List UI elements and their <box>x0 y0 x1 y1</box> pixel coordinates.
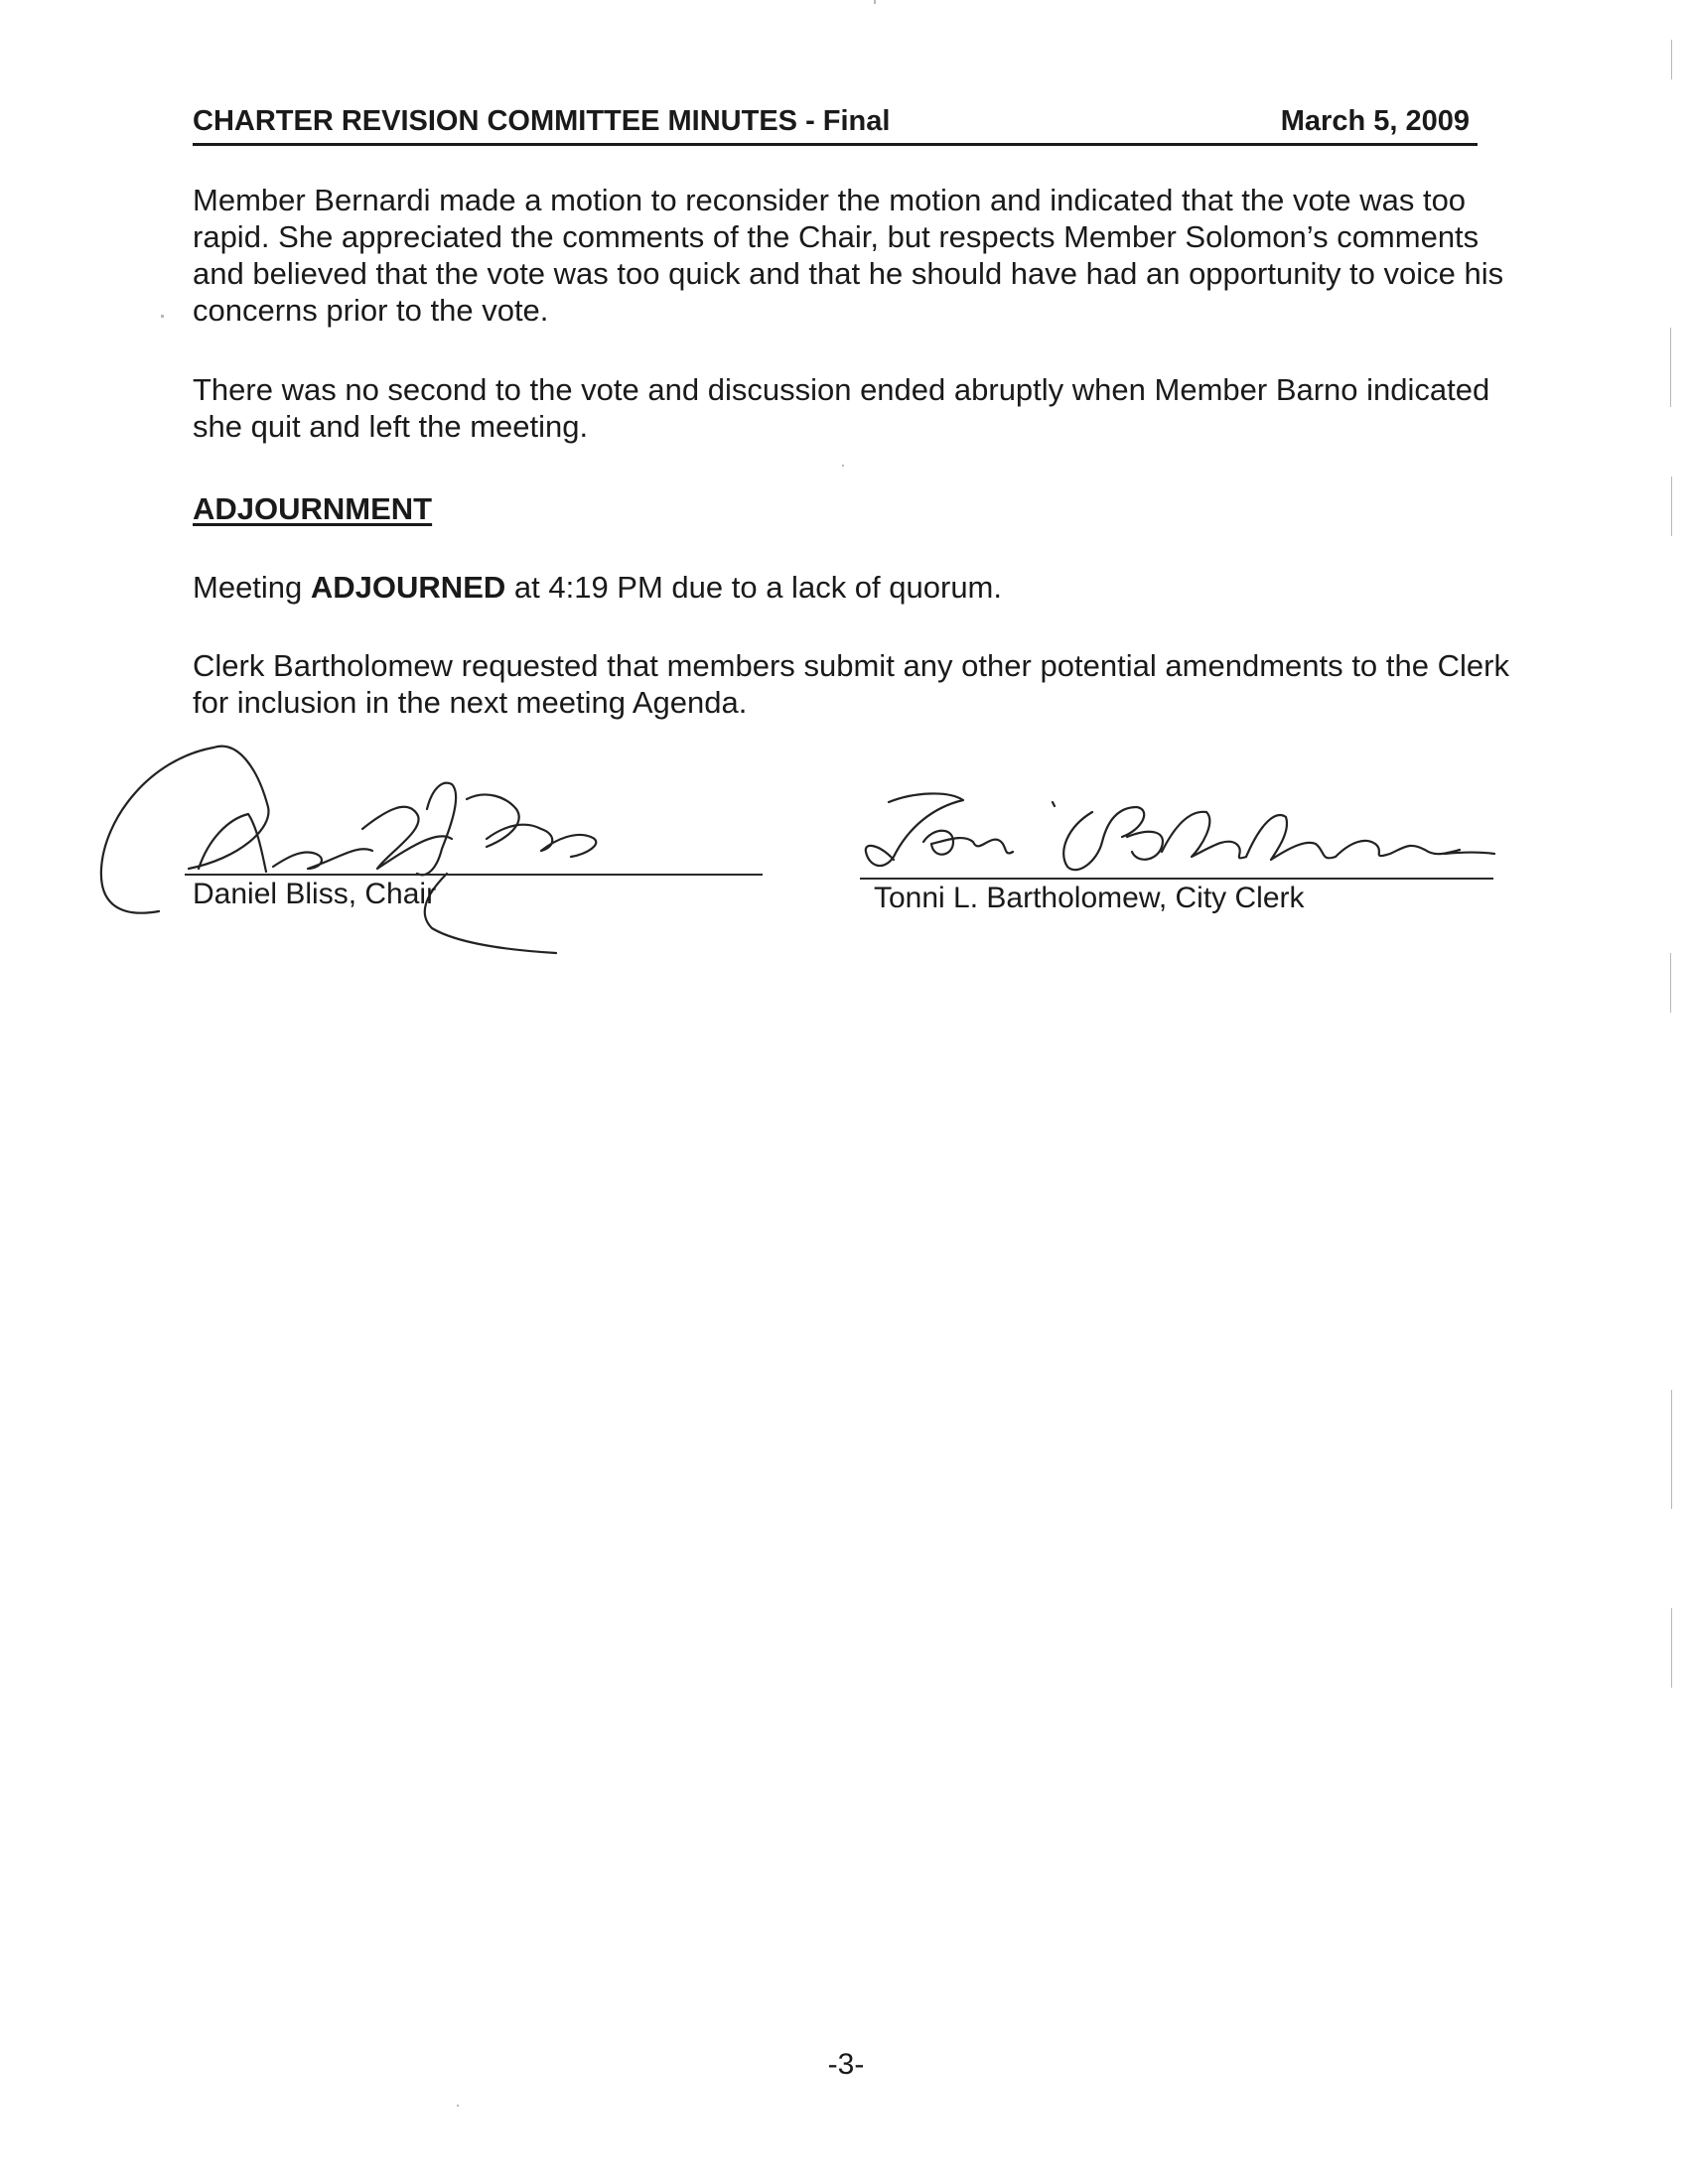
adjourned-keyword: ADJOURNED <box>310 570 506 605</box>
adjournment-heading: ADJOURNMENT <box>193 491 433 526</box>
clerk-signature-line <box>860 878 1493 880</box>
scan-speck <box>1671 1390 1672 1509</box>
page-header <box>193 103 1478 146</box>
chair-name: Daniel Bliss, Chair <box>193 878 437 910</box>
clerk-signature-scribble <box>854 782 1499 891</box>
meeting-date: March 5, 2009 <box>1280 105 1470 137</box>
paragraph-clerk-request: Clerk Bartholomew requested that members submit any other potential amendments to the Clerk for inclusion in the next meeting Agenda. <box>193 648 1509 720</box>
chair-signature-line <box>185 874 763 876</box>
paragraph-meeting-adjourned <box>193 569 1523 606</box>
adjourned-prefix: Meeting <box>193 570 311 605</box>
scan-speck <box>1671 1608 1672 1688</box>
adjourned-suffix: at 4:19 PM due to a lack of quorum. <box>505 570 1002 605</box>
document-title: CHARTER REVISION COMMITTEE MINUTES - Final <box>193 105 891 137</box>
scan-speck <box>161 315 164 318</box>
scan-speck <box>874 0 876 4</box>
scan-speck <box>457 2105 459 2107</box>
chair-signature-scribble <box>89 730 685 978</box>
scan-speck <box>842 465 844 467</box>
scan-speck <box>1670 953 1671 1013</box>
clerk-name: Tonni L. Bartholomew, City Clerk <box>874 882 1305 914</box>
page-number: -3- <box>827 2048 865 2081</box>
paragraph-reconsider-motion: Member Bernardi made a motion to reconsider the motion and indicated that the vote was too rapid. She appreciated the comments of the Chair, but respects Member Solomon’s comments and believed that the vote was too quick and that he should have had an opportunity to voice his concerns prior to the vote. <box>193 183 1504 328</box>
paragraph-no-second: There was no second to the vote and discussion ended abruptly when Member Barno indicated she quit and left the meeting. <box>193 372 1490 444</box>
scan-speck <box>1671 477 1672 536</box>
scan-speck <box>1671 40 1672 79</box>
scan-speck <box>1670 328 1671 407</box>
